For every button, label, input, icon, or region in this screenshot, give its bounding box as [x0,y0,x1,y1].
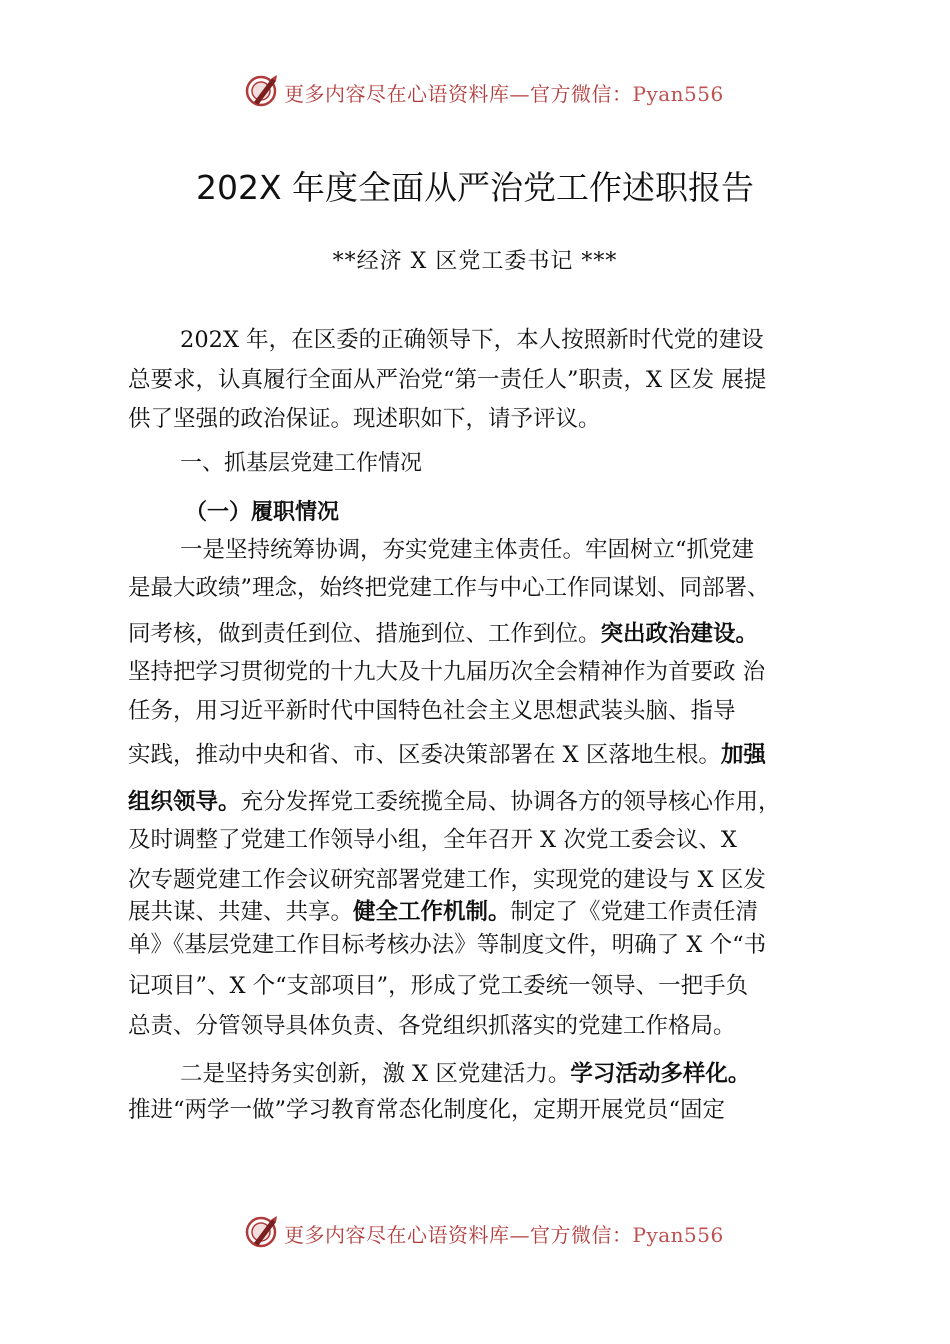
header-banner [0,72,950,112]
banner-wechat-label: 官方微信： [530,1223,633,1247]
paragraph-line [128,741,766,769]
paragraph-line [128,898,758,926]
banner-wechat-label: 官方微信： [530,82,633,106]
bold-phrase: 突出政治建设。 [600,621,759,647]
banner-dash: — [509,1223,530,1247]
subsection-heading: （一）履职情况 [185,500,340,525]
paragraph-line: 202X 年，在区委的正确领导下，本人按照新时代党的建设 [180,327,764,353]
paragraph-line: 任务，用习近平新时代中国特色社会主义思想武装头脑、指导 [128,698,736,724]
text-run: 制定了《党建工作责任清 [510,899,759,925]
paragraph-line: 次专题党建工作会议研究部署党建工作，实现党的建设与 X 区发 [128,867,766,893]
text-run: 充分发挥党工委统揽全局、协调各方的领导核心作用， [240,789,781,815]
banner-text [284,1219,724,1248]
paragraph-line: 总要求，认真履行全面从严治党“第一责任人”职责，X 区发 展提 [128,367,767,393]
text-run: 同考核，做到责任到位、措施到位、工作到位。 [128,621,601,647]
banner-wechat-id: Pyan556 [632,1223,724,1247]
bold-phrase: 学习活动多样化。 [570,1061,751,1087]
paragraph-line: 是最大政绩”理念，始终把党建工作与中心工作同谋划、同部署、 [128,575,770,601]
pen-seal-logo-icon [244,1213,280,1249]
section-heading: 一、抓基层党建工作情况 [180,451,423,476]
text-run: 实践，推动中央和省、市、区委决策部署在 X 区落地生根。 [128,742,721,768]
banner-main-text: 更多内容尽在心语资料库 [284,82,510,106]
paragraph-line: 单》《基层党建工作目标考核办法》等制度文件，明确了 X 个“书 [128,932,767,958]
paragraph-line: 供了坚强的政治保证。现述职如下，请予评议。 [128,406,601,432]
bold-phrase: 加强 [720,742,766,768]
bold-phrase: 组织领导。 [128,789,241,815]
document-subtitle: **经济 X 区党工委书记 *** [332,249,618,274]
paragraph-line: 总责、分管领导具体负责、各党组织抓落实的党建工作格局。 [128,1013,736,1039]
paragraph-line: 及时调整了党建工作领导小组，全年召开 X 次党工委会议、X [128,827,737,853]
paragraph-line: 一是坚持统筹协调，夯实党建主体责任。牢固树立“抓党建 [180,537,755,563]
banner-dash: — [509,82,530,106]
text-run: 二是坚持务实创新，激 X 区党建活力。 [180,1061,571,1087]
banner-wechat-id: Pyan556 [632,82,724,106]
paragraph-line: 坚持把学习贯彻党的十九大及十九届历次全会精神作为首要政 治 [128,659,766,685]
footer-banner [0,1213,950,1253]
banner-text [284,78,724,107]
document-title: 202X 年度全面从严治党工作述职报告 [195,168,755,207]
banner-main-text: 更多内容尽在心语资料库 [284,1223,510,1247]
paragraph-line [180,1060,750,1088]
paragraph-line: 推进“两学一做”学习教育常态化制度化，定期开展党员“固定 [128,1097,726,1123]
pen-seal-logo-icon [244,72,280,108]
paragraph-line: 记项目”、X 个“支部项目”，形成了党工委统一领导、一把手负 [128,973,749,999]
bold-phrase: 健全工作机制。 [353,899,511,925]
paragraph-line [128,788,781,816]
text-run: 展共谋、共建、共享。 [128,899,354,925]
paragraph-line [128,620,758,648]
